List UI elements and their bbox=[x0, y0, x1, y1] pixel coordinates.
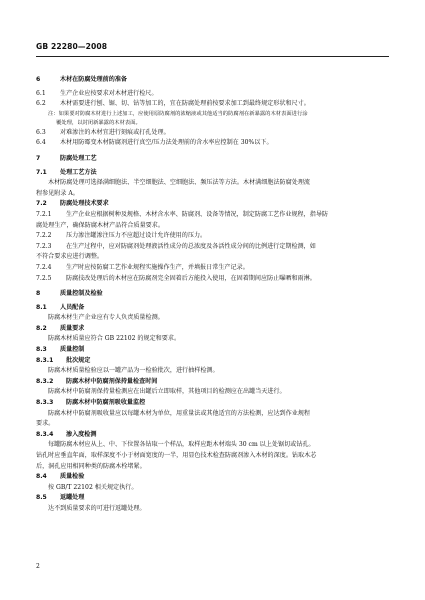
header-rule bbox=[36, 56, 389, 57]
section-heading bbox=[36, 289, 389, 300]
note-line bbox=[36, 110, 389, 119]
subsection-heading bbox=[36, 199, 389, 210]
clause-text: 防腐木材质量检验应以一罐产品为一检验批次，进行抽样检测。 bbox=[48, 367, 219, 375]
subsection-heading bbox=[36, 324, 389, 335]
clause-number: 8.2 bbox=[36, 324, 47, 332]
clause-number: 8.5 bbox=[36, 494, 47, 502]
text-line bbox=[36, 231, 389, 242]
clause-text: 质量检验 bbox=[60, 473, 85, 481]
clause-text: 覆处理，以封闭新暴露的木材表面。 bbox=[56, 119, 141, 126]
document-body bbox=[36, 70, 389, 515]
text-line bbox=[36, 274, 389, 285]
clause-text: 木材用防霉变木材防腐剂进行真空/压力法处理前的含水率应控制在 30%以下。 bbox=[60, 139, 273, 147]
subsection-heading bbox=[36, 303, 389, 314]
clause-number: 7.2.4 bbox=[36, 263, 52, 271]
clause-text: 木材在防腐处理前的准备 bbox=[60, 76, 128, 83]
clause-number: 8.1 bbox=[36, 303, 47, 311]
clause-text: 每罐防腐木材应从上、中、下位置各钻取一个样品，取样应距木材端头 30 cm 以上处锯切或钻孔。 bbox=[48, 441, 315, 449]
clause-number: 8.3.1 bbox=[36, 356, 54, 364]
subsection-heading bbox=[36, 356, 389, 367]
note-line bbox=[36, 119, 389, 128]
text-line bbox=[36, 189, 389, 200]
clause-text: 达不到质量要求的可进行返罐处理。 bbox=[48, 504, 146, 512]
clause-text: 要求。 bbox=[36, 420, 55, 428]
clause-text: 处理工艺方法 bbox=[60, 168, 97, 176]
clause-number: 7.2.1 bbox=[36, 210, 52, 218]
text-line bbox=[36, 440, 389, 451]
text-line bbox=[36, 334, 389, 345]
text-line bbox=[36, 242, 389, 253]
text-line bbox=[36, 210, 389, 221]
clause-text: 批次规定 bbox=[66, 356, 91, 364]
text-line bbox=[36, 313, 389, 324]
text-line bbox=[36, 483, 389, 494]
text-line bbox=[36, 178, 389, 189]
clause-number: 7.1 bbox=[36, 168, 47, 176]
clause-text: 生产企业应根据树种及规格、木材含水率、防腐剂、设备等情况，制定防腐工艺作业规程，指导防 bbox=[66, 210, 329, 218]
page-number: 2 bbox=[36, 563, 40, 570]
clause-text: 不符合要求应进行调整。 bbox=[36, 253, 104, 261]
clause-text: 程参见附录 A。 bbox=[36, 189, 79, 197]
clause-number: 7.2.3 bbox=[36, 242, 52, 250]
clause-number: 7.2.2 bbox=[36, 232, 52, 240]
subsection-heading bbox=[36, 493, 389, 504]
clause-text: 质量控制及检验 bbox=[60, 290, 103, 298]
clause-text: 注：如果要对防腐木材进行上述加工，应使用原防腐剂的浓缩液或其他适当的防腐剂在新暴露的木材表面进行涂 bbox=[48, 110, 308, 117]
clause-text: 木材需要进行刨、锯、切、钻等加工的，宜在防腐处理前按要求加工到最终规定形状和尺寸。 bbox=[60, 100, 310, 108]
subsection-heading bbox=[36, 472, 389, 483]
clause-text: 木材防腐处理可选择满细胞法、半空细胞法、空细胞法、频压法等方法。木材满细胞法防腐处理流 bbox=[48, 179, 311, 187]
text-line bbox=[36, 263, 389, 274]
clause-text: 人员配备 bbox=[60, 303, 85, 311]
section-heading bbox=[36, 75, 389, 86]
clause-number: 7 bbox=[36, 154, 41, 162]
text-line bbox=[36, 221, 389, 232]
clause-number: 8.3.4 bbox=[36, 430, 54, 438]
clause-text: 防腐木材中防腐剂吸收量应以每罐木材为单位，用重量法或其他适宜的方法检测，应达到作业规程 bbox=[48, 409, 311, 417]
clause-number: 7.2 bbox=[36, 200, 47, 208]
clause-number: 8.3 bbox=[36, 346, 47, 354]
clause-number: 8 bbox=[36, 290, 41, 298]
clause-text: 防腐木材质量应符合 GB 22102 的规定和要求。 bbox=[48, 335, 181, 343]
clause-number: 6.1 bbox=[36, 89, 46, 97]
subsection-heading bbox=[36, 345, 389, 356]
clause-text: 防腐技改处理后的木材应在防腐剂完全固着后方能投入使用，在固着期间应防止曝晒和雨淋。 bbox=[66, 274, 316, 282]
clause-text: 防腐木材中防腐剂保持量检测应在出罐后立即取样，其他项目的检测应在出罐当天进行。 bbox=[48, 388, 286, 396]
clause-number: 6.3 bbox=[36, 128, 46, 136]
text-line bbox=[36, 451, 389, 462]
clause-text: 生产时应按防腐工艺作业规程实施操作生产，并填报日常生产记录。 bbox=[66, 263, 249, 271]
clause-number: 8.3.2 bbox=[36, 377, 54, 385]
clause-text: 对难渗注的木材宜进行刻痕或打孔处理。 bbox=[60, 128, 170, 136]
text-line bbox=[36, 419, 389, 430]
section-heading bbox=[36, 154, 389, 165]
clause-text: 渗入度检测 bbox=[66, 430, 97, 438]
standard-code-header: GB 22280—2008 bbox=[36, 42, 108, 51]
clause-text: 质量控制 bbox=[60, 346, 85, 354]
text-line bbox=[36, 128, 389, 139]
clause-number: 6.4 bbox=[36, 139, 46, 147]
clause-number: 7.2.5 bbox=[36, 274, 52, 282]
clause-text: 腐处理生产，确保防腐木材产品符合质量要求。 bbox=[36, 221, 164, 229]
subsection-heading bbox=[36, 377, 389, 388]
subsection-heading bbox=[36, 398, 389, 409]
text-line bbox=[36, 366, 389, 377]
clause-text: 后，洞孔应用相同种类的防腐木栓堵紧。 bbox=[36, 462, 146, 470]
text-line bbox=[36, 409, 389, 420]
clause-text: 防腐处理工艺 bbox=[60, 154, 97, 162]
text-line bbox=[36, 138, 389, 149]
clause-text: 防腐处理技术要求 bbox=[60, 200, 109, 208]
clause-text: 返罐处理 bbox=[60, 494, 85, 502]
clause-text: 生产企业应按要求对木材进行检尺。 bbox=[60, 89, 158, 97]
clause-text: 压力渗注罐渗注压力不应超过设计允许使用的压力。 bbox=[66, 232, 207, 240]
clause-number: 8.4 bbox=[36, 473, 47, 481]
clause-text: 防腐木材生产企业应有专人负责质量检测。 bbox=[48, 314, 164, 322]
text-line bbox=[36, 462, 389, 473]
subsection-heading bbox=[36, 430, 389, 441]
clause-number: 8.3.3 bbox=[36, 399, 54, 407]
clause-text: 防腐木材中防腐剂吸收量监控 bbox=[66, 399, 146, 407]
clause-text: 按 GB/T 22102 相关规定执行。 bbox=[48, 483, 138, 491]
clause-text: 在生产过程中，应对防腐剂处理液活性成分的总浓度及各活性成分间的比例进行定期检测，如 bbox=[66, 242, 316, 250]
text-line bbox=[36, 504, 389, 515]
text-line bbox=[36, 99, 389, 110]
text-line bbox=[36, 89, 389, 100]
clause-text: 防腐木材中防腐剂保持量检查时间 bbox=[66, 377, 158, 385]
text-line bbox=[36, 252, 389, 263]
clause-text: 质量要求 bbox=[60, 324, 85, 332]
clause-number: 6.2 bbox=[36, 100, 46, 108]
clause-number: 6 bbox=[36, 76, 41, 83]
subsection-heading bbox=[36, 168, 389, 179]
text-line bbox=[36, 387, 389, 398]
clause-text: 钻孔时应垂直年面，取样深度不小于材面宽度的一半，用显色技术检查防腐剂渗入木材的深度。钻取木芯 bbox=[36, 452, 317, 459]
